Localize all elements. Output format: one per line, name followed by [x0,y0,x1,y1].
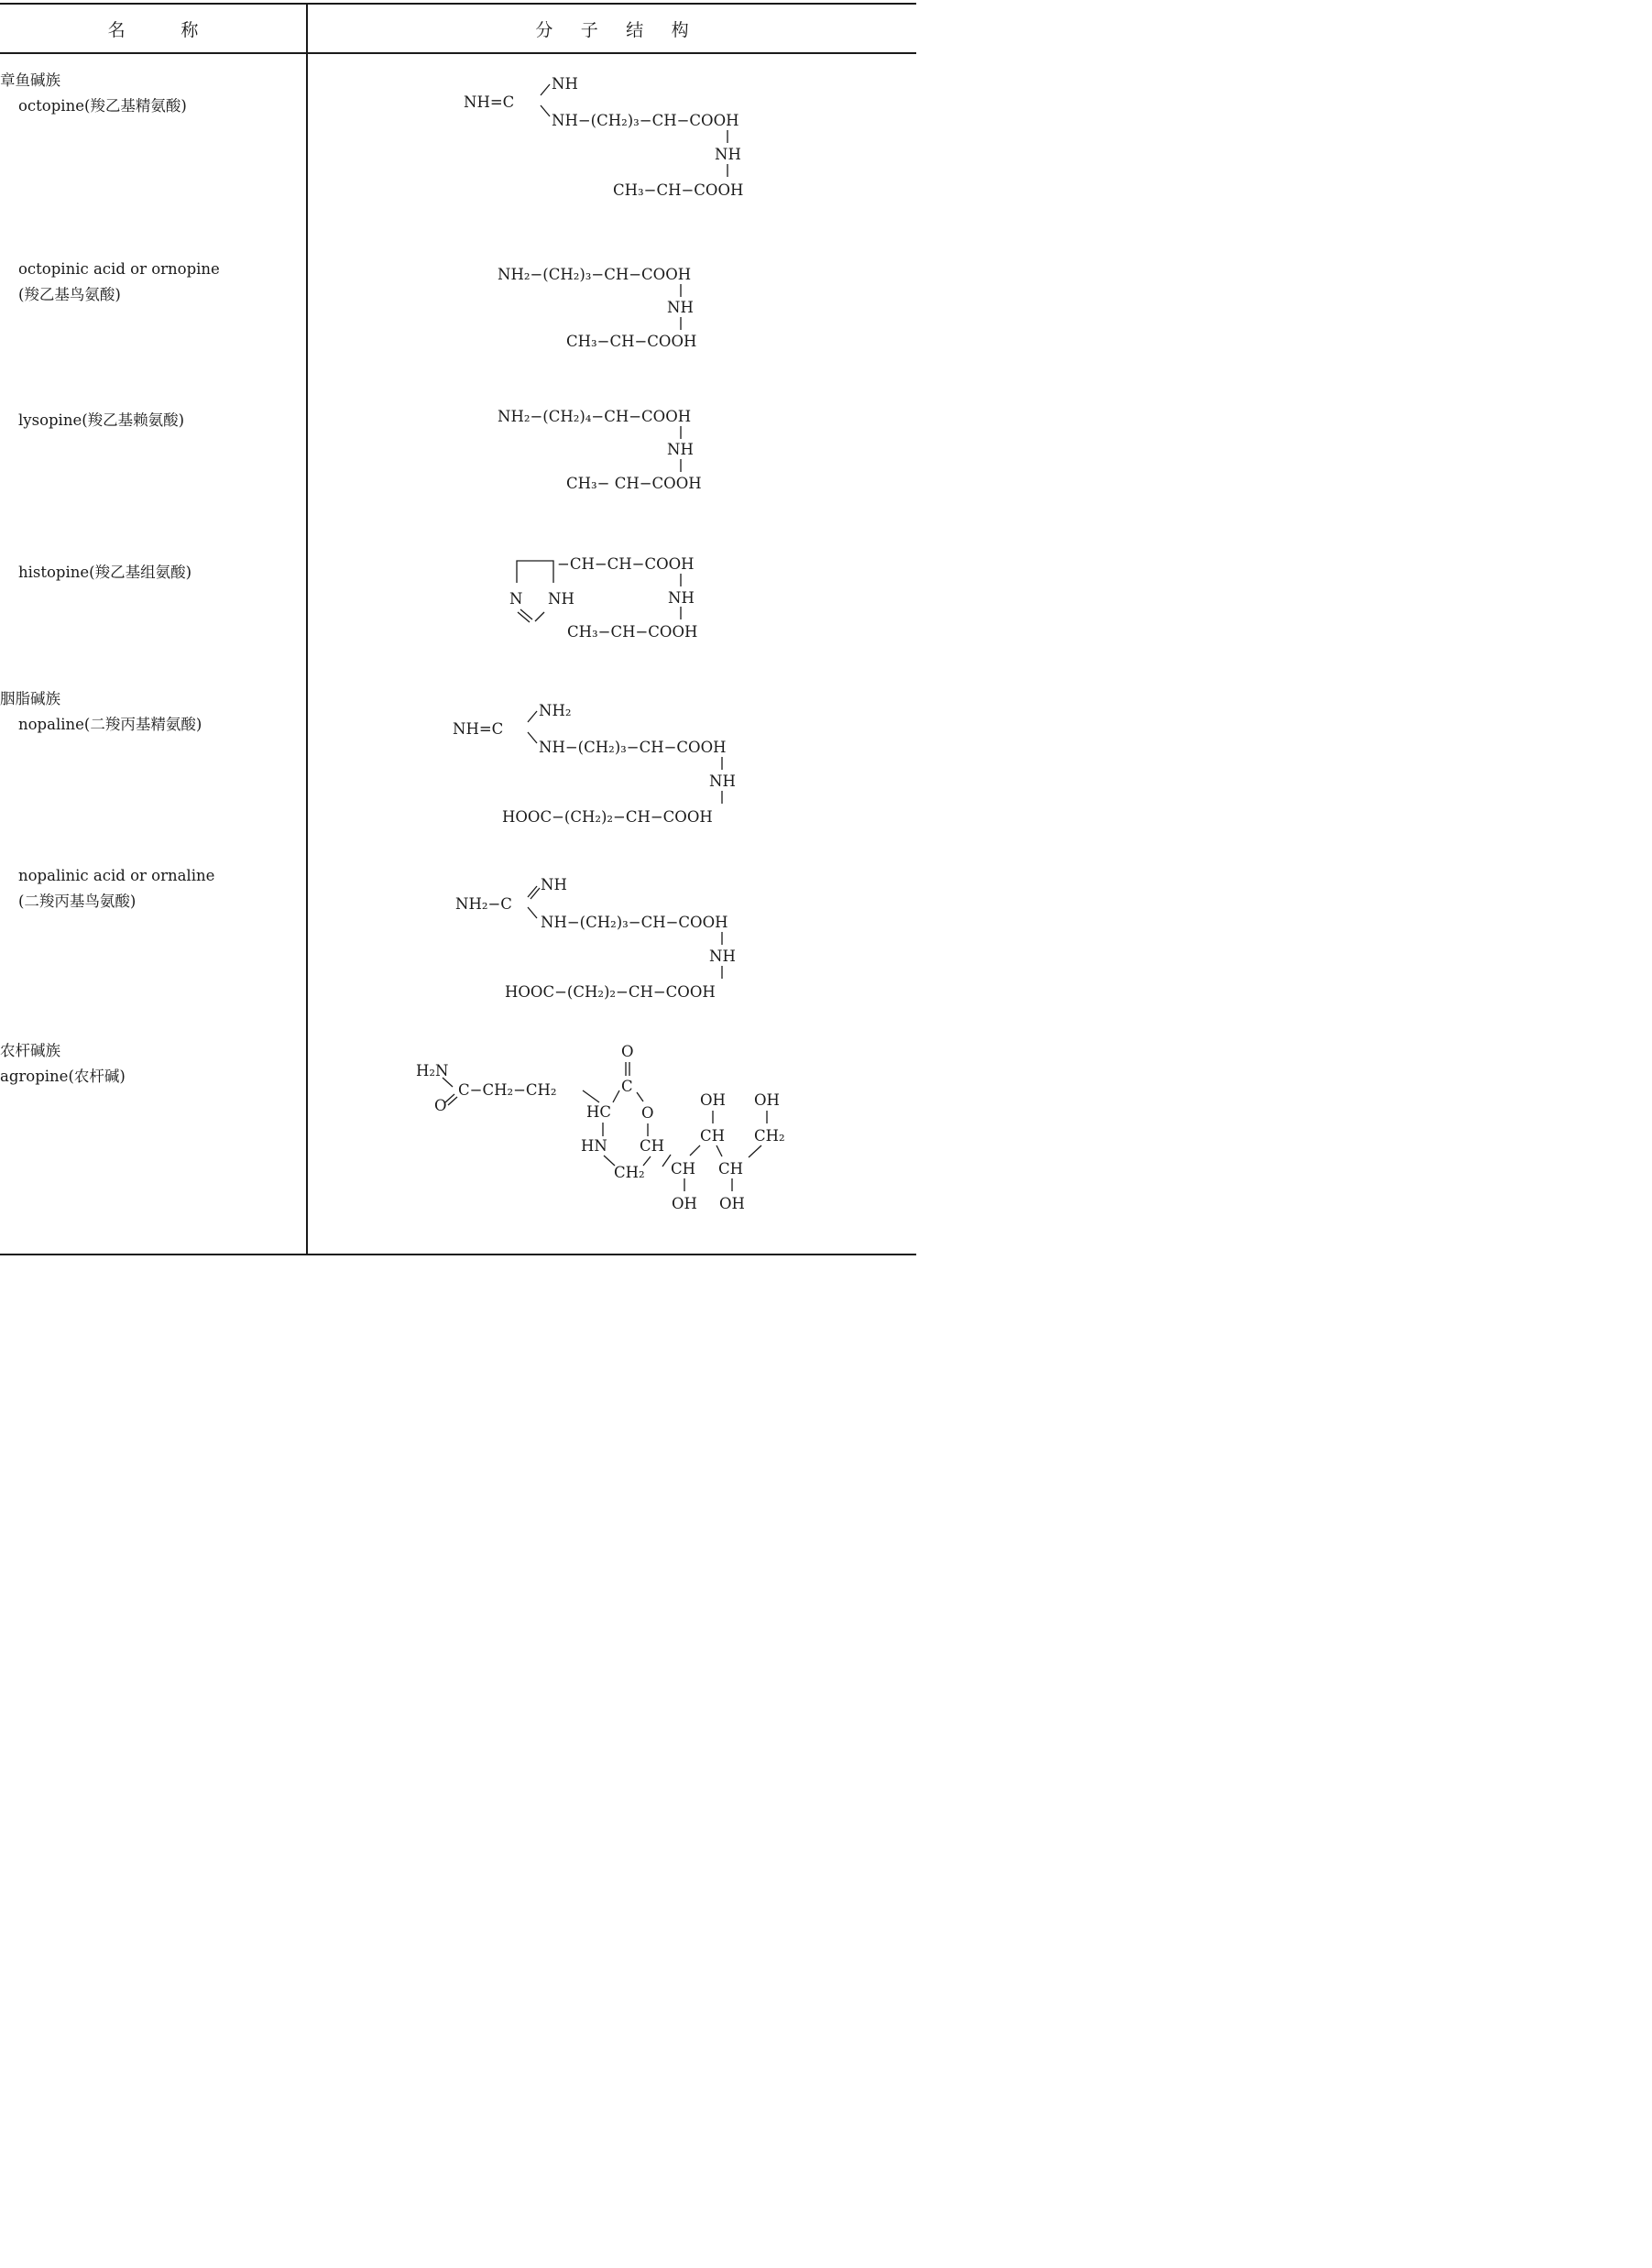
header-name: 名 称 [107,20,199,40]
svg-text:NH=C: NH=C [464,93,515,111]
svg-text:NH: NH [548,590,574,608]
svg-text:CH₂: CH₂ [614,1164,645,1181]
row-nopalinic-name [0,863,302,915]
compound-name: octopinic acid or ornopine [18,260,220,278]
svg-text:HOOC−(CH₂)₂−CH−COOH: HOOC−(CH₂)₂−CH−COOH [505,983,716,1001]
header-structure: 分 子 结 构 [535,20,689,40]
svg-text:OH: OH [672,1195,697,1212]
svg-text:OH: OH [700,1091,726,1109]
svg-text:CH: CH [700,1127,726,1145]
svg-text:NH: NH [709,772,736,790]
row-agropine-name [0,1038,302,1090]
structure-nopaline [308,691,916,828]
structure-histopine [308,548,916,649]
top-rule [0,3,916,5]
row-octopinic-name [0,257,302,308]
family-label: 胭脂碱族 [0,690,60,707]
row-octopine-name [0,68,302,119]
svg-text:NH₂−(CH₂)₄−CH−COOH: NH₂−(CH₂)₄−CH−COOH [498,408,692,425]
svg-text:O: O [641,1104,654,1122]
svg-text:CH: CH [640,1137,665,1155]
compound-name: nopaline(二羧丙基精氨酸) [18,716,202,733]
svg-text:C−CH₂−CH₂: C−CH₂−CH₂ [458,1081,557,1099]
svg-text:NH: NH [668,589,695,607]
structure-octopine [308,64,916,202]
svg-text:NH−(CH₂)₃−CH−COOH: NH−(CH₂)₃−CH−COOH [552,112,739,129]
svg-text:CH₃− CH−COOH: CH₃− CH−COOH [566,475,702,492]
compound-name-cn: (二羧丙基鸟氨酸) [18,893,137,910]
svg-text:CH₂: CH₂ [754,1127,785,1145]
svg-text:OH: OH [754,1091,780,1109]
svg-text:NH−(CH₂)₃−CH−COOH: NH−(CH₂)₃−CH−COOH [541,914,728,931]
svg-text:NH: NH [709,948,736,965]
svg-text:HC: HC [586,1103,612,1121]
bottom-rule [0,1254,916,1255]
header-rule [0,52,916,54]
compound-name: lysopine(羧乙基赖氨酸) [18,411,185,429]
structure-nopalinic-acid [308,866,916,1003]
structure-lysopine [308,399,916,499]
svg-text:NH−(CH₂)₃−CH−COOH: NH−(CH₂)₃−CH−COOH [539,739,727,756]
svg-text:NH: NH [667,441,694,458]
family-label: 农杆碱族 [0,1042,60,1059]
compound-name: octopine(羧乙基精氨酸) [18,97,187,115]
svg-text:CH: CH [718,1160,744,1178]
svg-text:NH: NH [667,299,694,316]
svg-text:HOOC−(CH₂)₂−CH−COOH: HOOC−(CH₂)₂−CH−COOH [502,808,713,826]
svg-text:H₂N: H₂N [416,1062,449,1079]
svg-text:HN: HN [581,1137,607,1155]
svg-text:NH₂−(CH₂)₃−CH−COOH: NH₂−(CH₂)₃−CH−COOH [498,266,692,283]
svg-text:CH₃−CH−COOH: CH₃−CH−COOH [567,623,698,641]
compound-name: agropine(农杆碱) [0,1068,126,1085]
svg-text:NH: NH [715,146,741,163]
svg-text:O: O [434,1097,447,1114]
row-lysopine-name [0,408,302,433]
svg-text:N: N [509,590,523,608]
svg-text:C: C [621,1078,633,1095]
svg-text:OH: OH [719,1195,745,1212]
svg-text:−CH−CH−COOH: −CH−CH−COOH [557,555,695,573]
compound-name-cn: (羧乙基鸟氨酸) [18,286,121,303]
structure-octopinic-acid [308,257,916,357]
compound-name: nopalinic acid or ornaline [18,867,215,884]
svg-text:CH: CH [671,1160,696,1178]
family-label: 章鱼碱族 [0,71,60,89]
svg-text:NH: NH [541,876,567,893]
row-histopine-name [0,560,302,586]
svg-text:CH₃−CH−COOH: CH₃−CH−COOH [613,181,744,199]
svg-text:NH: NH [552,75,578,93]
row-nopaline-name [0,686,302,738]
svg-text:O: O [621,1043,634,1060]
svg-text:NH=C: NH=C [453,720,504,738]
compound-name: histopine(羧乙基组氨酸) [18,564,192,581]
svg-text:CH₃−CH−COOH: CH₃−CH−COOH [566,333,697,350]
structure-agropine [308,1034,916,1254]
svg-text:NH₂−C: NH₂−C [455,895,512,913]
svg-text:NH₂: NH₂ [539,702,572,719]
